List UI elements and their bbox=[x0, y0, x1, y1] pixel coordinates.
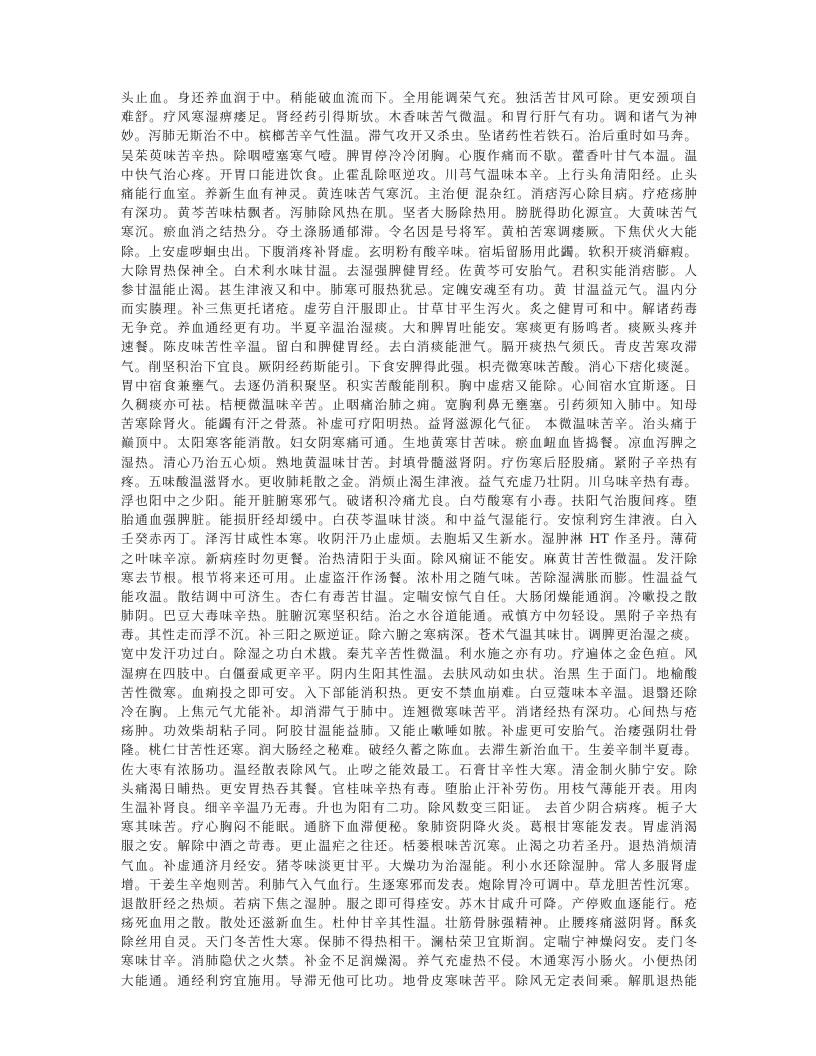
text-line: 吴茱萸味苦辛热。除咽噎塞寒气噎。脾胃停冷冷闭胸。心腹作痛而不歇。藿香叶甘气本温。温 bbox=[121, 147, 697, 163]
text-line: 壬癸赤丙丁。泽泻甘咸性本寒。收阴汗乃止虚烦。去胞垢又生新水。湿肿淋 HT 作圣丹。薄荷 bbox=[121, 531, 697, 547]
text-line: 有深功。黄芩苦味枯飘者。泻肺除风热在肌。坚者大肠除热用。膀胱得助化源宣。大黄味苦气 bbox=[121, 205, 697, 221]
text-line: 中快气治心疼。开胃口能进饮食。止霍乱除呕逆攻。川芎气温味本辛。上行头角清阳经。止头 bbox=[121, 166, 697, 182]
text-line: 胎通血强脾脏。能损肝经却缓中。白茯苓温味甘淡。和中益气湿能行。安惊利窍生津液。白入 bbox=[121, 512, 697, 528]
text-line: 服之安。解除中酒之苛毒。更止温疟之往还。栝蒌根味苦沉寒。止渴之功若圣丹。退热消烦清 bbox=[121, 838, 697, 854]
text-line: 浮也阳中之少阳。能开脏腑寒邪气。破诸积冷痛尤良。白芍酸寒有小毒。扶阳气治腹间疼。堕 bbox=[121, 492, 697, 508]
text-line: 苦性微寒。血痢投之即可安。入下部能消积热。更安不禁血崩难。白豆蔻味本辛温。退翳还除 bbox=[121, 684, 697, 700]
text-line: 难舒。疗风寒湿痹痿足。肾经药引得斯欤。木香味苦气微温。和胃行肝气有功。调和诸气为神 bbox=[121, 109, 697, 125]
text-line: 寒味甘辛。消肺隐伏之火禁。补金不足润燥渴。养气充虚热不侵。木通寒泻小肠火。小便热闭 bbox=[121, 953, 697, 969]
text-line: 久稠痰亦可祛。桔梗微温味辛苦。止咽痛治肺之痈。宽胸利鼻无壅塞。引药须知入肺中。知母 bbox=[121, 397, 697, 412]
text-line: 寒沉。瘀血消之结热分。夺土涤肠通郁滞。令名因是号将军。黄柏苦寒调痿厥。下焦伏火大能 bbox=[121, 224, 697, 240]
text-line: 而实腠理。补三焦更托诸疮。虚劳自汗服即止。甘草甘平生泻火。炙之健胃可和中。解诸药毒 bbox=[121, 301, 697, 317]
text-line: 冷在胸。上焦元气尤能补。却消滞气于肺中。连翘微寒味苦平。消诸经热有深功。心间热与疮 bbox=[121, 704, 697, 719]
text-line: 胃中宿食兼壅气。去逐仍消积聚坚。积实苦酸能削积。胸中虚痞又能除。心间宿水宜斯逐。日 bbox=[121, 377, 697, 393]
text-line: 隆。桃仁甘苦性还寒。润大肠经之秘难。破经久蓄之陈血。去滞生新治血干。生姜辛制半夏毒。 bbox=[121, 742, 697, 758]
text-line: 疡死血用之散。散处还滋新血生。杜仲甘辛其性温。壮筋骨脉强精神。止腰疼痛滋阴肾。酥炙 bbox=[121, 915, 697, 931]
text-line: 寒其味苦。疗心胸闷不能眠。通脐下血滞便秘。象肺资阴降火炎。葛根甘寒能发表。胃虚消渴 bbox=[121, 819, 697, 835]
document-page bbox=[121, 88, 697, 988]
text-line: 头痛渴日晡热。更安胃热吞其餐。官桂味辛热有毒。堕胎止汗补劳伤。用枝气薄能开表。用肉 bbox=[121, 780, 697, 796]
text-line: 妙。泻肺无斯治不中。槟榔苦辛气性温。滞气攻开又杀虫。坠诸药性若铁石。治后重时如马奔。 bbox=[121, 128, 697, 144]
text-line: 寒去节根。根节将来还可用。止虚盗汗作汤餐。浓朴用之随气味。苦除湿满胀而膨。性温益气 bbox=[121, 569, 697, 585]
text-line: 速餐。陈皮味苦性辛温。留白和脾健胃经。去白消痰能泄气。膈开痰热气须氏。青皮苦寒攻滞 bbox=[121, 339, 697, 355]
text-line: 大能通。通经利窍宜施用。导滞无他可比功。地骨皮寒味苦平。除风无定表间乘。解肌退热能 bbox=[121, 972, 697, 988]
text-line: 退散肝经之热烦。若病下焦之湿肿。服之即可得痊安。苏木甘咸升可降。产停败血逐能行。疮 bbox=[121, 895, 697, 911]
text-line: 生温补肾良。细辛辛温乃无毒。升也为阳有二功。除风数变三阳证。 去首少阴合病疼。栀子大 bbox=[121, 799, 697, 815]
text-line: 气血。补虚通济月经安。猪苓味淡更甘平。大燥功为治湿能。利小水还除湿肿。常人多服肾虚 bbox=[121, 857, 697, 873]
text-line: 湿热。清心乃治五心烦。熟地黄温味甘苦。封填骨髓滋肾阴。疗伤寒后胫股痛。紧附子辛热有 bbox=[121, 454, 697, 470]
text-line: 气。削坚积治下宜良。厥阴经药斯能引。下食安脾得此强。枳壳微寒味苦酸。消心下痞化痰涎。 bbox=[121, 358, 697, 374]
text-line: 佐大枣有浓肠功。温经散表除风气。止哕之能效最工。石膏甘辛性大寒。清金制火肺宁安。除 bbox=[121, 761, 697, 777]
text-line: 毒。其性走而浮不沉。补三阳之厥逆证。除六腑之寒病深。苍术气温其味甘。调脾更治湿之痰。 bbox=[121, 627, 697, 643]
text-line: 无争竞。养血通经更有功。半夏辛温治湿痰。大和脾胃吐能安。寒痰更有肠鸣者。痰厥头疼并 bbox=[121, 320, 697, 336]
text-line: 苦寒除肾火。能蠲有汗之骨蒸。补虚可疗阳明热。益肾滋源化气征。 本微温味苦辛。治头痛于 bbox=[121, 416, 697, 432]
text-line: 肺阴。巴豆大毒味辛热。脏腑沉寒坚积结。治之水谷道能通。戒慎方中勿轻设。黑附子辛热有 bbox=[121, 608, 697, 624]
text-line: 头止血。身还养血润于中。稍能破血流而下。全用能调荣气充。独活苦甘风可除。更安颈项自 bbox=[121, 90, 697, 105]
text-line: 巅顶中。太阳寒客能消散。妇女阴寒痛可通。生地黄寒甘苦味。瘀血衄血皆捣餐。凉血泻脾之 bbox=[121, 435, 697, 451]
text-line: 湿痹在四肢中。白僵蚕咸更辛平。阴内生阳其性温。去肤风动如虫状。治黑 生于面门。地榆酸 bbox=[121, 665, 697, 681]
text-line: 除丝用自灵。天门冬苦性大寒。保肺不得热相干。澜枯荣卫宜斯润。定喘宁神燥闷安。麦门冬 bbox=[121, 934, 697, 950]
text-line: 增。干姜生辛炮则苦。利肺气入气血行。生逐寒邪而发表。炮除胃冷可调中。草龙胆苦性沉寒。 bbox=[121, 876, 697, 892]
text-line: 参甘温能止渴。甚生津液又和中。肺寒可服热犹忌。定魄安魂至有功。黄 甘温益元气。温内分 bbox=[121, 281, 697, 297]
text-line: 除。上安虚哕蛔虫出。下腹消疼补肾虚。玄明粉有酸辛味。宿垢留肠用此蠲。软积开痰消癖瘕。 bbox=[121, 243, 697, 259]
text-line: 疡肿。功效柴胡粘子同。阿胶甘温能益肺。又能止嗽唾如脓。补虚更可安胎气。治痿强阴壮骨 bbox=[121, 723, 697, 739]
text-line: 之叶味辛凉。新病痊时勿更餐。治热清阳于头面。除风痫证不能安。麻黄甘苦性微温。发汗除 bbox=[121, 550, 697, 566]
text-line: 能攻温。散结调中可济生。杏仁有毒苦甘温。定喘安惊气自任。大肠闭燥能通润。冷嗽投之散 bbox=[121, 588, 697, 604]
text-line: 疼。五味酸温滋肾水。更收肺耗散之金。消烦止渴生津液。益气充虚乃壮阴。川乌味辛热有毒。 bbox=[121, 473, 697, 489]
text-line: 大除胃热保神全。白术利水味甘温。去湿强脾健胃经。佐黄芩可安胎气。君积实能消痞膨。人 bbox=[121, 262, 697, 278]
text-line: 宽中发汗功过白。除湿之功白术戡。秦艽辛苦性微温。利水施之亦有功。疗遍体之金色疸。风 bbox=[121, 646, 697, 662]
text-line: 痛能行血室。养新生血有神灵。黄连味苦气寒沉。主治便 混杂红。消痞泻心除目病。疗疮疡肿 bbox=[121, 185, 697, 201]
